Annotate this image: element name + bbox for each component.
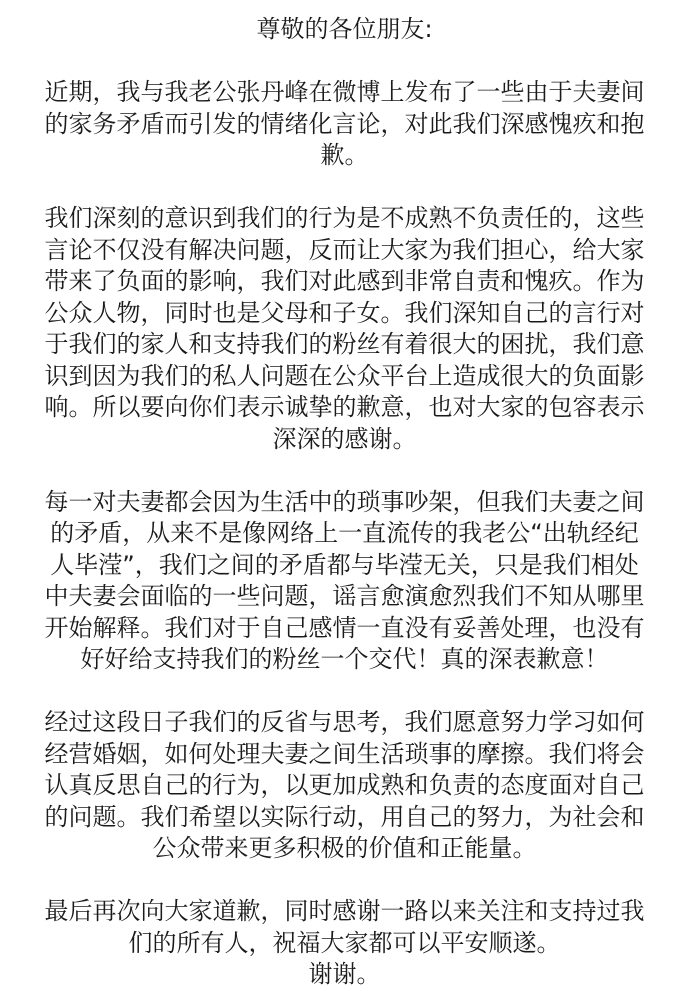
paragraph-gap [0,865,689,897]
paragraph-line: 言论不仅没有解决问题，反而让大家为我们担心，给大家 [44,235,645,264]
paragraph-line: 近期，我与我老公张丹峰在微博上发布了一些由于夫妻间 [44,78,645,106]
paragraph-gap [0,46,689,78]
paragraph-gap [0,455,689,487]
paragraph-2 [0,203,689,455]
paragraph-4 [0,707,689,865]
paragraph-line: 经过这段日子我们的反省与思考，我们愿意努力学习如何 [44,708,645,736]
paragraph-line: 人毕滢”，我们之间的矛盾都与毕滢无关，只是我们相处 [50,550,639,579]
paragraph-line: 认真反思自己的行为，以更加成熟和负责的态度面对自己 [44,771,645,799]
paragraph-line: 开始解释。我们对于自己感情一直没有妥善处理，也没有 [44,613,645,642]
paragraph-line: 深深的感谢。 [272,424,417,453]
paragraph-line: 公众人物，同时也是父母和子女。我们深知自己的言行对 [44,298,645,327]
paragraph-line: 公众带来更多积极的价值和正能量。 [152,834,537,862]
paragraph-line: 好好给支持我们的粉丝一个交代！真的深表歉意！ [80,645,609,673]
paragraph-line: 最后再次向大家道歉，同时感谢一路以来关注和支持过我 [44,897,645,925]
paragraph-gap [0,676,689,708]
letter-closing: 谢谢。 [308,960,381,988]
paragraph-gap [0,172,689,204]
paragraph-line: 于我们的家人和支持我们的粉丝有着很大的困扰，我们意 [44,330,645,358]
paragraph-5 [0,896,689,991]
paragraph-line: 中夫妻会面临的一些问题，谣言愈演愈烈我们不知从哪里 [44,582,645,610]
paragraph-1 [0,77,689,172]
paragraph-line: 我们深刻的意识到我们的行为是不成熟不负责任的，这些 [44,204,645,232]
letter-greeting: 尊敬的各位朋友: [256,15,433,43]
paragraph-line: 每一对夫妻都会因为生活中的琐事吵架，但我们夫妻之间 [44,487,645,516]
paragraph-line: 响。所以要向你们表示诚挚的歉意，也对大家的包容表示 [44,393,645,421]
paragraph-line: 的家务矛盾而引发的情绪化言论，对此我们深感愧疚和抱 [44,109,645,138]
paragraph-line: 经营婚姻，如何处理夫妻之间生活琐事的摩擦。我们将会 [44,739,645,768]
paragraph-line: 带来了负面的影响，我们对此感到非常自责和愧疚。作为 [44,267,645,295]
paragraph-3 [0,487,689,676]
paragraph-line: 的问题。我们希望以实际行动，用自己的努力，为社会和 [44,802,645,831]
paragraph-line: 们的所有人，祝福大家都可以平安顺遂。 [128,928,561,957]
paragraph-line: 的矛盾，从来不是像网络上一直流传的我老公“出轨经纪 [50,519,639,547]
paragraph-line: 识到因为我们的私人问题在公众平台上造成很大的负面影 [44,361,645,390]
paragraph-line: 歉。 [320,141,369,169]
